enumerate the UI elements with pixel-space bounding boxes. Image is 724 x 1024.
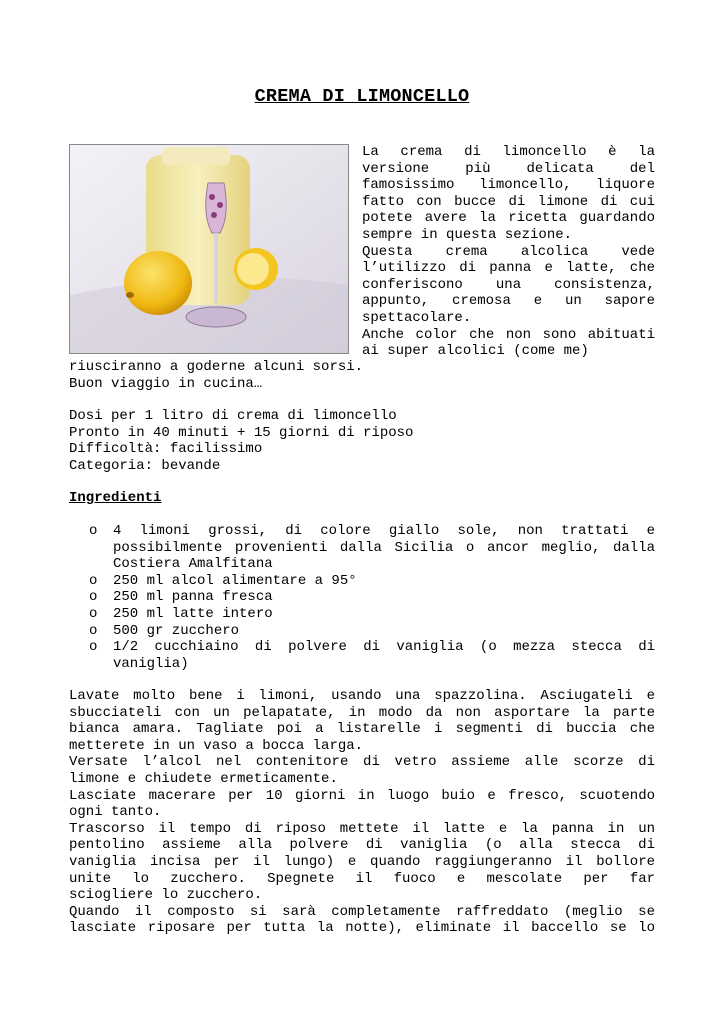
limoncello-photo <box>69 144 349 354</box>
method-line: sbucciateli con un pelapatate, in modo da non asportare la parte <box>69 704 655 721</box>
ingredient-item: 250 ml panna fresca <box>113 589 273 606</box>
info-line: Difficoltà: facilissimo <box>69 441 263 458</box>
ingredient-item: vaniglia) <box>113 655 189 672</box>
info-line: Pronto in 40 minuti + 15 giorni di riposo <box>69 424 414 441</box>
method-line: Trascorso il tempo di riposo mettete il latte e la panna in un <box>69 820 655 837</box>
method-line: pentolino assieme alla polvere di vaniglia (o alla stecca di <box>69 837 655 854</box>
bullet-marker: o <box>89 639 98 656</box>
intro-line: ai super alcolici (come me) <box>362 343 589 360</box>
intro-line: potete avere la ricetta guardando <box>362 210 655 227</box>
bullet-marker: o <box>89 523 98 539</box>
ingredient-item: Costiera Amalfitana <box>113 556 273 573</box>
ingredient-item: possibilmente provenienti dalla Sicilia o ancor meglio, dalla <box>113 539 655 556</box>
method-line: vaniglia incisa per il lungo) e quando raggiungeranno il bollore <box>69 854 655 870</box>
info-line: Dosi per 1 litro di crema di limoncello <box>69 408 397 424</box>
intro-line: spettacolare. <box>362 310 472 326</box>
method-line: unite lo zucchero. Spegnete il fuoco e mescolate per far <box>69 870 655 887</box>
method-line: ogni tanto. <box>69 804 162 821</box>
intro-line: riusciranno a goderne alcuni sorsi. <box>69 359 364 375</box>
intro-line: famosissimo limoncello, liquore <box>362 177 655 194</box>
ingredients-heading: Ingredienti <box>69 490 162 506</box>
method-line: metterete in un vaso a bocca larga. <box>69 737 364 754</box>
bullet-marker: o <box>89 589 98 606</box>
intro-line: sempre in questa sezione. <box>362 227 573 243</box>
method-line: Quando il composto si sarà completamente raffreddato (meglio se <box>69 903 655 920</box>
intro-line: versione più delicata del <box>362 160 655 177</box>
method-line: Lavate molto bene i limoni, usando una spazzolina. Asciugateli e <box>69 688 655 704</box>
method-line: bianca amara. Tagliate poi a listarelle i segmenti di buccia che <box>69 721 655 738</box>
bullet-marker: o <box>89 572 98 589</box>
method-line: lasciate riposare per tutta la notte), eliminate il baccello se lo <box>69 920 655 937</box>
ingredient-item: 250 ml latte intero <box>113 606 273 622</box>
page-title: CREMA DI LIMONCELLO <box>254 86 470 107</box>
intro-line: fatto con bucce di limone di cui <box>362 193 655 210</box>
intro-line: appunto, cremosa e un sapore <box>362 293 655 310</box>
limoncello-illustration <box>70 145 348 353</box>
ingredient-item: 4 limoni grossi, di colore giallo sole, non trattati e <box>113 523 655 539</box>
bullet-marker: o <box>89 622 98 639</box>
method-line: sciogliere lo zucchero. <box>69 887 263 904</box>
bullet-marker: o <box>89 606 98 622</box>
intro-line: Anche color che non sono abituati <box>362 326 655 343</box>
ingredient-item: 1/2 cucchiaino di polvere di vaniglia (o mezza stecca di <box>113 639 655 656</box>
intro-line: conferiscono una consistenza, <box>362 276 655 293</box>
ingredient-item: 250 ml alcol alimentare a 95° <box>113 572 357 589</box>
intro-line: La crema di limoncello è la <box>362 144 655 160</box>
intro-line: Questa crema alcolica vede <box>362 243 655 260</box>
method-line: limone e chiudete ermeticamente. <box>69 771 338 787</box>
method-line: Versate l’alcol nel contenitore di vetro assieme alle scorze di <box>69 754 655 771</box>
intro-line: l’utilizzo di panna e latte, che <box>362 260 655 277</box>
method-line: Lasciate macerare per 10 giorni in luogo buio e fresco, scuotendo <box>69 787 655 804</box>
info-line: Categoria: bevande <box>69 457 221 474</box>
ingredient-item: 500 gr zucchero <box>113 622 240 639</box>
intro-line: Buon viaggio in cucina… <box>69 375 263 392</box>
